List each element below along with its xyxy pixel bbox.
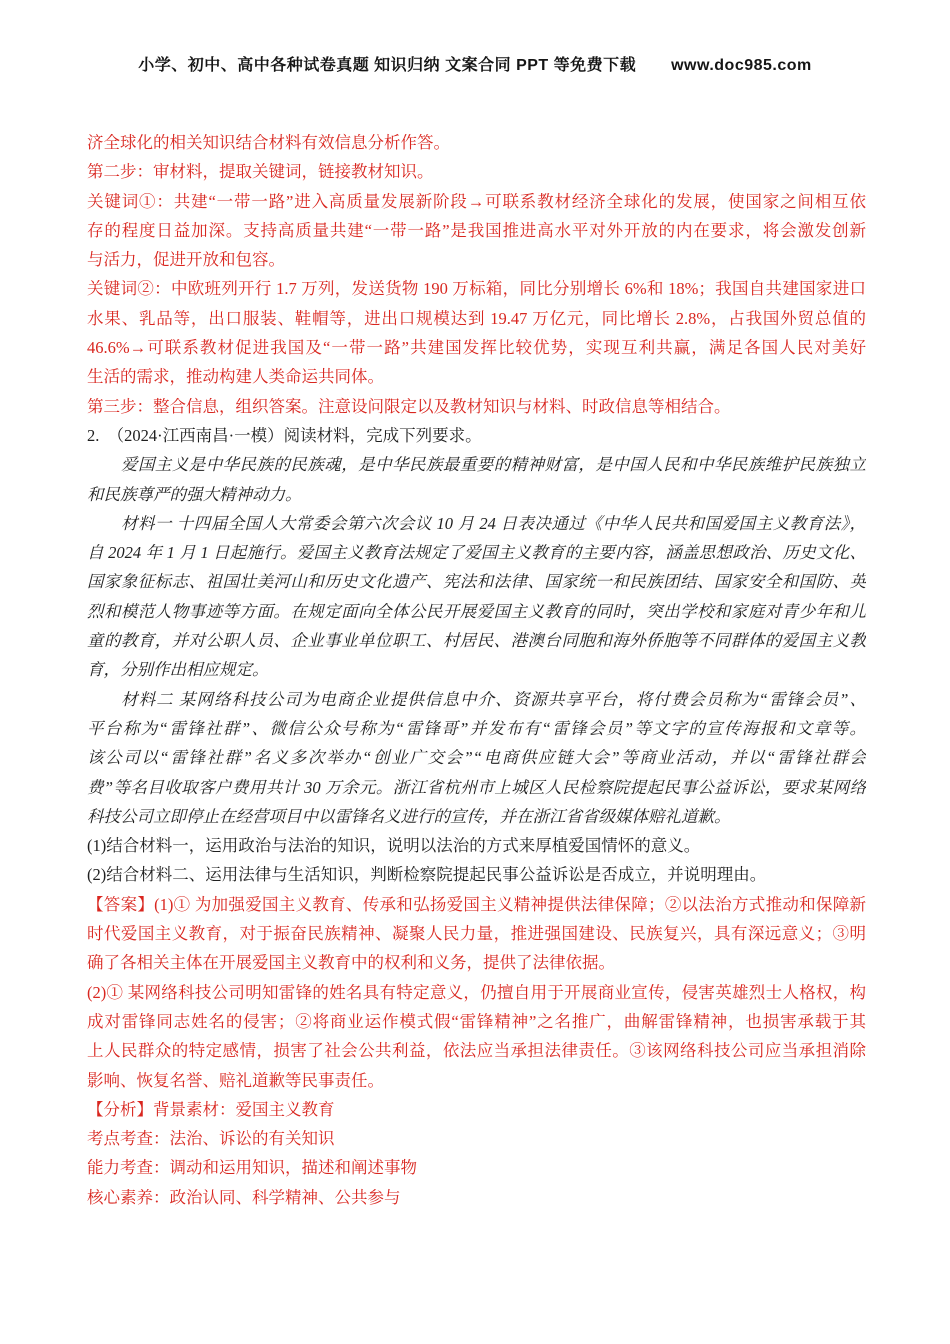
text-line: 平台称为“雷锋社群”、微信公众号称为“雷锋哥”并发布有“雷锋会员”等文字的宣传海报和文章等。 <box>87 718 866 738</box>
text-line: 和民族尊严的强大精神动力。 <box>87 484 302 504</box>
text-line: 该公司以“雷锋社群”名义多次举办“创业广交会”“电商供应链大会”等商业活动，并以“雷锋社群会 <box>87 748 866 768</box>
text-line: 关键词①：共建“一带一路”进入高质量发展新阶段→可联系教材经济全球化的发展，使国家之间相互依 <box>87 191 866 211</box>
document-body <box>87 128 866 1212</box>
text-line: 成对雷锋同志姓名的侵害；②将商业运作模式假“雷锋精神”之名推广，曲解雷锋精神，也损害承载于其 <box>87 1011 866 1031</box>
text-line: 烈和模范人物事迹等方面。在规定面向全体公民开展爱国主义教育的同时，突出学校和家庭对青少年和儿 <box>87 601 866 621</box>
text-line: 科技公司立即停止在经营项目中以雷锋名义进行的宣传，并在浙江省省级媒体赔礼道歉。 <box>87 806 731 826</box>
text-line: 存的程度日益加深。支持高质量共建“一带一路”是我国推进高水平对外开放的内在要求，将会激发创新 <box>87 220 866 240</box>
text-line: 第三步：整合信息，组织答案。注意设问限定以及教材知识与材料、时政信息等相结合。 <box>87 396 731 416</box>
header-title: 小学、初中、高中各种试卷真题 知识归纳 文案合同 PPT 等免费下载 <box>138 57 637 74</box>
text-line: 第二步：审材料，提取关键词，链接教材知识。 <box>87 162 434 182</box>
text-line: 时代爱国主义教育，对于振奋民族精神、凝聚人民力量，推进强国建设、民族复兴，具有深远意义；③明 <box>87 924 866 944</box>
text-line: 关键词②：中欧班列开行 1.7 万列，发送货物 190 万标箱，同比分别增长 6%和 18%；我国自共建国家进口 <box>87 279 866 299</box>
text-line: 水果、乳品等，出口服装、鞋帽等，进出口规模达到 19.47 万亿元，同比增长 2.8%，占我国外贸总值的 <box>87 308 866 328</box>
text-line: 济全球化的相关知识结合材料有效信息分析作答。 <box>87 133 450 152</box>
text-line: (2)① 某网络科技公司明知雷锋的姓名具有特定意义，仍擅自用于开展商业宣传，侵害英雄烈士人格权，构 <box>87 982 866 1002</box>
page-header <box>0 52 950 75</box>
text-line: 能力考查：调动和运用知识，描述和阐述事物 <box>87 1158 417 1178</box>
text-line: 与活力，促进开放和包容。 <box>87 250 285 270</box>
text-line: 国家象征标志、祖国壮美河山和历史文化遗产、宪法和法律、国家统一和民族团结、国家安全和国防、英 <box>87 572 866 592</box>
text-line: 材料二 某网络科技公司为电商企业提供信息中介、资源共享平台，将付费会员称为“雷锋会员”、 <box>121 689 866 709</box>
text-line: 爱国主义是中华民族的民族魂，是中华民族最重要的精神财富，是中国人民和中华民族维护民族独立 <box>121 455 866 475</box>
text-line: 确了各相关主体在开展爱国主义教育中的权利和义务，提供了法律依据。 <box>87 953 615 973</box>
text-line: (2)结合材料二、运用法律与生活知识，判断检察院提起民事公益诉讼是否成立，并说明理由。 <box>87 865 767 885</box>
text-line: 自 2024 年 1 月 1 日起施行。爱国主义教育法规定了爱国主义教育的主要内容，涵盖思想政治、历史文化、 <box>87 543 866 563</box>
text-line: (1)结合材料一，运用政治与法治的知识，说明以法治的方式来厚植爱国情怀的意义。 <box>87 836 701 856</box>
text-line: 童的教育，并对公职人员、企业事业单位职工、村居民、港澳台同胞和海外侨胞等不同群体的爱国主义教 <box>87 631 866 651</box>
text-line: 费”等名目收取客户费用共计 30 万余元。浙江省杭州市上城区人民检察院提起民事公益诉讼，要求某网络 <box>87 777 866 797</box>
text-line: 生活的需求，推动构建人类命运共同体。 <box>87 367 384 387</box>
text-line: 2. （2024·江西南昌·一模）阅读材料，完成下列要求。 <box>87 425 482 445</box>
text-line: 【答案】(1)① 为加强爱国主义教育、传承和弘扬爱国主义精神提供法律保障；②以法治方式推动和保障新 <box>87 894 866 914</box>
text-line: 影响、恢复名誉、赔礼道歉等民事责任。 <box>87 1070 384 1090</box>
text-line: 46.6%→可联系教材促进我国及“一带一路”共建国发挥比较优势，实现互利共赢，满足各国人民对美好 <box>87 338 866 358</box>
text-line: 材料一 十四届全国人大常委会第六次会议 10 月 24 日表决通过《中华人民共和国爱国主义教育法》， <box>121 513 866 533</box>
text-line: 考点考查：法治、诉讼的有关知识 <box>87 1129 335 1149</box>
header-site-url[interactable]: www.doc985.com <box>671 57 812 74</box>
text-line: 上人民群众的特定感情，损害了社会公共利益，依法应当承担法律责任。③该网络科技公司应当承担消除 <box>87 1041 866 1061</box>
text-line: 育，分别作出相应规定。 <box>87 660 269 680</box>
text-line: 【分析】背景素材：爱国主义教育 <box>87 1099 335 1119</box>
text-line: 核心素养：政治认同、科学精神、公共参与 <box>87 1187 401 1207</box>
